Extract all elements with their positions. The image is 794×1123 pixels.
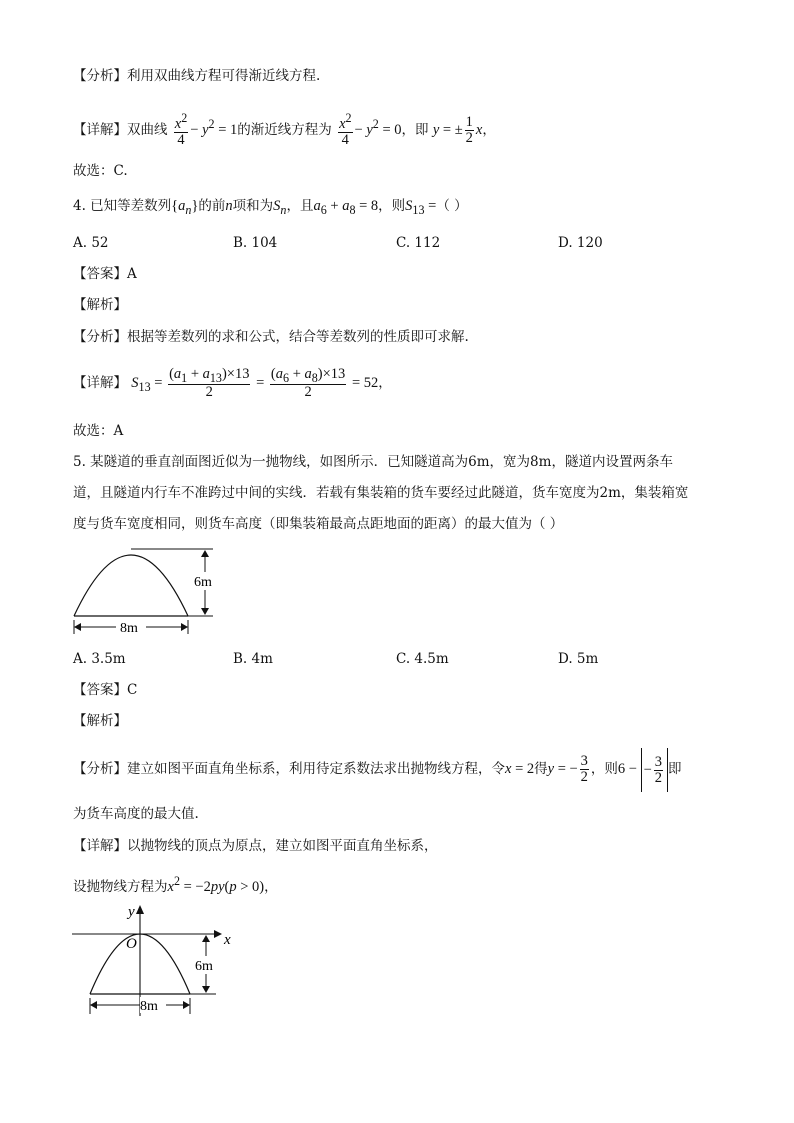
q4-jiexi: 【解析】 — [73, 297, 127, 313]
answer-tag: 【答案】 — [73, 682, 127, 698]
q5-option-c: C. 4.5m — [396, 651, 449, 667]
width-arrowhead-left — [74, 623, 81, 631]
width-label: 8m — [120, 621, 138, 636]
analysis-text-d: 即 — [668, 761, 682, 777]
analysis-tag: 【分析】 — [73, 68, 127, 84]
q4-formula: $S_{13}$ = $\frac{(a_1 + a_{13})\times 13}{2}$ = $\frac{(a_6 + a_8)\times 13}{2}$ = 52 — [131, 365, 379, 401]
q5-detail — [73, 836, 438, 856]
tunnel-figure — [68, 544, 228, 639]
analysis-text-c: ，则 — [590, 761, 618, 777]
width-arrowhead-right — [183, 1001, 190, 1009]
detail-line-q3 — [73, 104, 496, 150]
detail-text: 以抛物线的顶点为原点，建立如图平面直角坐标系， — [127, 838, 438, 854]
answer-value: A — [127, 266, 137, 282]
sn-symbol: $S_n$ — [273, 198, 287, 217]
coordinate-figure — [68, 900, 248, 1020]
q4-options — [73, 233, 733, 253]
q4-option-a: A. 52 — [73, 235, 109, 251]
q5-stem-line-1: 5. 某隧道的垂直剖面图近似为一抛物线，如图所示．已知隧道高为6m，宽为8m，隧道内设置两条车 — [73, 454, 673, 470]
detail-tag: 【详解】 — [73, 121, 127, 138]
detail-text-d: ， — [482, 121, 496, 138]
width-arrowhead-left — [90, 1001, 97, 1009]
asymptote-result: y = ± $\frac{1}{2}$ x — [432, 113, 483, 146]
q4-option-c: C. 112 — [396, 235, 441, 251]
q4-stem-a: 4. 已知等差数列 — [73, 198, 172, 214]
asymptote-equation: $\frac{x^2}{4}$ − $y^2 = 0$ — [339, 111, 402, 149]
q4-stem-c: 项和为 — [232, 198, 274, 214]
hyperbola-equation: $\frac{x^2}{4}$ − $y^2 = 1$ — [174, 111, 238, 149]
detail-end: ， — [378, 375, 392, 391]
x-equals-2: x = 2 — [505, 761, 535, 777]
q4-condition: $a_6 + a_8 = 8$ — [313, 198, 379, 217]
n-symbol: n — [225, 198, 233, 214]
detail-tag: 【详解】 — [73, 838, 127, 854]
height-arrowhead-down — [201, 608, 209, 615]
answer-tag: 【答案】 — [73, 266, 127, 282]
analysis-line-q3 — [73, 66, 320, 86]
q5-option-d: D. 5m — [558, 651, 599, 667]
parabola-curve — [74, 555, 188, 616]
height-arrowhead-down — [202, 986, 210, 993]
q4-choice: 故选：A — [73, 423, 124, 439]
q5-option-b: B. 4m — [233, 651, 273, 667]
q5-options — [73, 649, 733, 669]
y-axis-arrow — [136, 905, 144, 914]
set-text-b: ， — [264, 878, 278, 895]
detail-text-b: 的渐近线方程为 — [237, 121, 332, 138]
height-arrowhead-up — [202, 935, 210, 942]
detail-text-a: 双曲线 — [127, 121, 168, 138]
q5-stem-line-3: 度与货车宽度相同，则货车高度（即集装箱最高点距地面的距离）的最大值为（ ） — [73, 516, 564, 532]
analysis-text: 利用双曲线方程可得渐近线方程. — [127, 68, 321, 84]
q5-answer — [73, 680, 137, 700]
q5-analysis-line-2: 为货车高度的最大值. — [73, 806, 199, 822]
s13-symbol: $S_{13}$ = — [405, 198, 437, 217]
q4-analysis — [73, 327, 469, 347]
analysis-tag: 【分析】 — [73, 329, 127, 345]
origin-label: O — [126, 936, 137, 952]
q4-option-d: D. 120 — [558, 235, 603, 251]
q4-stem-f: （ ） — [436, 198, 468, 214]
height-arrowhead-up — [201, 550, 209, 557]
y-value: y = − $\frac{3}{2}$ — [547, 752, 588, 786]
analysis-text-a: 建立如图平面直角坐标系，利用待定系数法求出抛物线方程，令 — [127, 761, 505, 777]
sequence-symbol: $\{a_n\}$ — [171, 198, 199, 217]
q4-detail — [73, 362, 392, 408]
x-axis-label: x — [224, 932, 231, 948]
max-height-expression: 6 − − $\frac{3}{2}$ — [618, 761, 668, 777]
q5-jiexi: 【解析】 — [73, 713, 127, 729]
parabola-equation: $x^2 = -2py(p > 0)$ — [167, 874, 265, 895]
set-text-a: 设抛物线方程为 — [73, 878, 168, 895]
q4-stem-b: 的前 — [198, 198, 226, 214]
q4-stem-e: ，则 — [378, 198, 406, 214]
choice-line-q3: 故选：C. — [73, 163, 128, 179]
detail-tag: 【详解】 — [73, 375, 127, 391]
analysis-text: 根据等差数列的求和公式，结合等差数列的性质即可求解. — [127, 329, 469, 345]
width-label: 8m — [140, 999, 158, 1014]
width-arrowhead-right — [181, 623, 188, 631]
analysis-text-b: 得 — [534, 761, 548, 777]
height-label: 6m — [194, 575, 212, 590]
y-axis-label: y — [128, 904, 135, 920]
q5-analysis — [73, 747, 682, 792]
x-axis-arrow — [214, 930, 222, 938]
detail-text-c: ，即 — [401, 121, 429, 138]
question-4-stem — [73, 196, 468, 220]
analysis-tag: 【分析】 — [73, 761, 127, 777]
q4-stem-d: ，且 — [286, 198, 314, 214]
q5-stem-line-2: 道，且隧道内行车不准跨过中间的实线．若载有集装箱的货车要经过此隧道，货车宽度为2m，集装箱宽 — [73, 485, 689, 501]
answer-value: C — [127, 682, 138, 698]
q4-answer — [73, 264, 137, 284]
q4-option-b: B. 104 — [233, 235, 278, 251]
q5-option-a: A. 3.5m — [73, 651, 126, 667]
height-label: 6m — [195, 959, 213, 974]
q5-set-equation — [73, 871, 278, 897]
